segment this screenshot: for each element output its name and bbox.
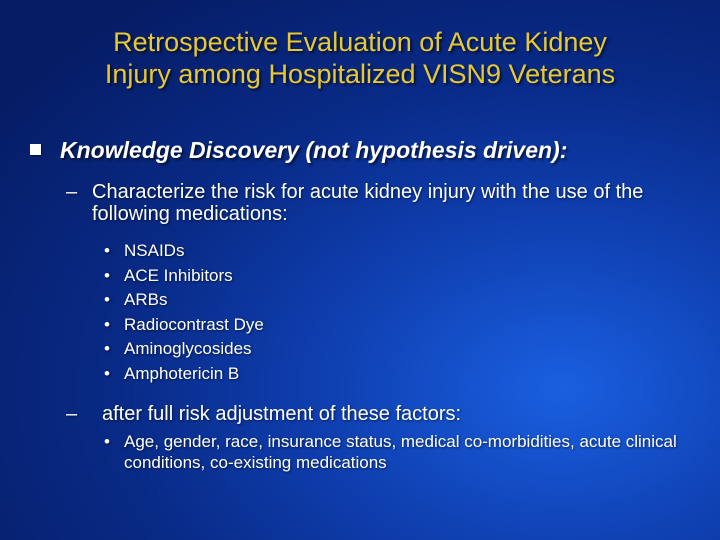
dash-bullet-icon: – xyxy=(66,403,78,425)
list-item: • Radiocontrast Dye xyxy=(104,313,264,338)
dash-bullet-icon: – xyxy=(66,181,78,203)
list-item: • ARBs xyxy=(104,288,264,313)
sub-point-text: Characterize the risk for acute kidney injury with the use of the following medications: xyxy=(92,181,644,225)
square-bullet-icon xyxy=(30,144,41,155)
sub-point-medications xyxy=(66,181,702,225)
factor-list-item xyxy=(104,431,684,473)
list-item: • NSAIDs xyxy=(104,239,264,264)
main-bullet xyxy=(30,137,567,164)
main-bullet-text: Knowledge Discovery (not hypothesis driven): xyxy=(60,137,568,163)
title-line-2: Injury among Hospitalized VISN9 Veterans xyxy=(104,59,616,89)
list-item: • Aminoglycosides xyxy=(104,337,264,362)
list-item: • ACE Inhibitors xyxy=(104,264,264,289)
sub-point-risk-adjustment xyxy=(66,403,662,425)
factor-text: Age, gender, race, insurance status, medical co-morbidities, acute clinical conditions, co-existing medications xyxy=(124,432,677,472)
title-line-1: Retrospective Evaluation of Acute Kidney xyxy=(113,27,607,57)
slide-title xyxy=(40,26,680,90)
medication-list xyxy=(104,239,264,386)
list-item: • Amphotericin B xyxy=(104,362,264,387)
sub-point-text: after full risk adjustment of these factors: xyxy=(102,403,462,425)
dot-bullet-icon: • xyxy=(104,432,110,451)
